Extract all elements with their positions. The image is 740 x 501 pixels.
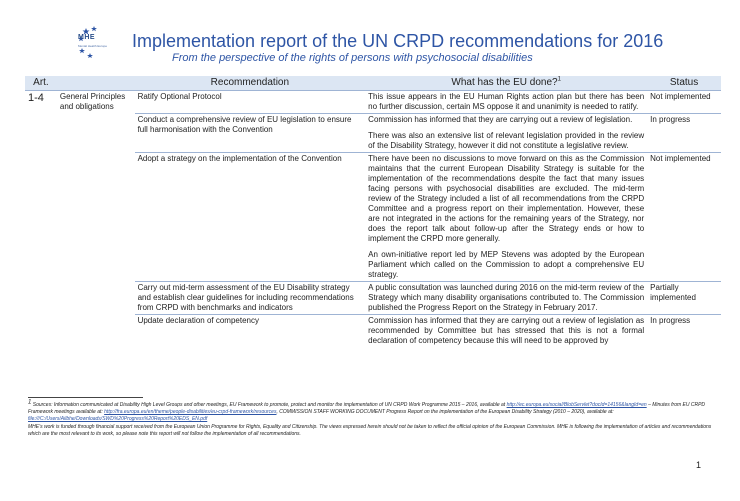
eu-done-paragraph: There was also an extensive list of relevant legislation provided in the review of the Disability Strategy, however it did not constitute a legislative review. bbox=[368, 131, 645, 150]
footnote-funding-text: MHE's work is funded through financial support received from the European Union Programme for Rights, Equality and Citizenship. The views expressed herein should not be taken to reflect the official opinion of the European Commission. MHE is following the implementation of articles and recommendations which are the most relevant to its work, so please note this report will not follow the implementation of all recommendations. bbox=[28, 423, 712, 437]
eu-done-cell bbox=[365, 153, 647, 282]
eu-done-paragraph: A public consultation was launched during 2016 on the mid-term review of the Strategy which many disability organisations contributed to. The Commission published the Progress Report on the Strategy in February 2017. bbox=[368, 283, 645, 312]
footnote-sources-text: Sources: Information communicated at Disability High Level Groups and other meetings, EU Framework to promote, protect and monitor the implementation of UN CRPD Work Programme 2015 – 2016, available at bbox=[32, 402, 506, 408]
footnote-link-fra[interactable]: http://fra.europa.eu/en/theme/people-disabilities/eu-crpd-framework/resources bbox=[104, 409, 277, 416]
status-cell: Not implemented bbox=[647, 153, 721, 282]
eu-done-paragraph: Commission has informed that they are carrying out a review of legislation as recommended by Committee but has stressed that this is not a formal declaration of competency because this will need to be approved by bbox=[368, 316, 645, 345]
eu-done-cell bbox=[365, 91, 647, 114]
column-header-eu-done-label: What has the EU done? bbox=[451, 77, 558, 88]
eu-done-paragraph: An own-initiative report led by MEP Stevens was adopted by the European Parliament which called on the Commission to adopt a comprehensive EU strategy. bbox=[368, 250, 645, 279]
table-row bbox=[25, 153, 721, 282]
recommendation-cell: Adopt a strategy on the implementation of the Convention bbox=[135, 153, 366, 282]
status-cell: Partially implemented bbox=[647, 282, 721, 315]
footnote-divider bbox=[28, 397, 143, 398]
eu-done-paragraph: This issue appears in the EU Human Rights action plan but there has been no further discussion, certain MS oppose it and unanimity is needed to ratify. bbox=[368, 92, 645, 111]
topic-cell: General Principles and obligations bbox=[57, 91, 135, 114]
column-header-recommendation: Recommendation bbox=[135, 76, 366, 91]
table-row bbox=[25, 114, 721, 153]
eu-done-cell bbox=[365, 114, 647, 153]
eu-done-paragraph: Commission has informed that they are carrying out a review of legislation. bbox=[368, 115, 633, 124]
footnotes bbox=[28, 399, 718, 438]
logo-subtext: Mental Health Europe bbox=[78, 44, 108, 48]
footnote-ref: 1 bbox=[557, 76, 561, 83]
status-cell: In progress bbox=[647, 114, 721, 153]
footnote-sources-text-mid: – Minutes from EU CRPD Framework meetings available at: bbox=[28, 402, 706, 416]
table-row bbox=[25, 91, 721, 114]
article-cell: 1-4 bbox=[25, 91, 57, 114]
eu-done-paragraph: There have been no discussions to move forward on this as the Commission maintains that the current European Disability Strategy is suitable for the implementation of the recommendations despite the fact that many issues facing persons with psychosocial disabilities are excluded. The mid-term review of the Strategy included a list of all recommendations from the CRPD Committee and a progress report on their implementation. However, these are not integrated in the actions for the remaining years of the Strategy, nor does the report talk about follow-up after the Strategy ends or how to implement the CRPD more generally. bbox=[368, 154, 645, 243]
column-header-eu-done bbox=[365, 76, 647, 91]
eu-done-cell bbox=[365, 282, 647, 315]
page-title: Implementation report of the UN CRPD recommendations for 2016 bbox=[132, 31, 664, 51]
recommendation-cell: Carry out mid-term assessment of the EU Disability strategy and establish clear guidelines for including recommendations from CRPD with benchmarks and indicators bbox=[135, 282, 366, 315]
eu-done-cell bbox=[365, 315, 647, 348]
table-header-row bbox=[25, 76, 721, 91]
page-number: 1 bbox=[696, 460, 702, 470]
recommendation-cell: Conduct a comprehensive review of EU legislation to ensure full harmonisation with the Convention bbox=[135, 114, 366, 153]
footnote-marker: 1 bbox=[28, 399, 32, 406]
recommendation-cell: Update declaration of competency bbox=[135, 315, 366, 348]
column-header-status: Status bbox=[647, 76, 721, 91]
recommendations-table bbox=[25, 76, 721, 347]
status-cell: In progress bbox=[647, 315, 721, 348]
footnote-link-file[interactable]: file:///C:/Users/Ailbhe/Downloads/SWD%20Progress%20Report%20EDS_EN.pdf bbox=[28, 416, 208, 423]
mhe-logo-icon bbox=[76, 24, 120, 58]
table-row bbox=[25, 282, 721, 315]
table-row bbox=[25, 315, 721, 348]
logo-wordmark: MHE bbox=[78, 34, 96, 41]
column-header-topic bbox=[57, 76, 135, 91]
page-subtitle: From the perspective of the rights of persons with psychosocial disabilities bbox=[172, 52, 533, 64]
status-cell: Not implemented bbox=[647, 91, 721, 114]
footnote-link-ec[interactable]: http://ec.europa.eu/social/BlobServlet?docId=14156&langId=en bbox=[506, 402, 647, 408]
recommendation-cell: Ratify Optional Protocol bbox=[135, 91, 366, 114]
column-header-art: Art. bbox=[25, 76, 57, 91]
footnote-sources-text-mid2: , COMMISSION STAFF WORKING DOCUMENT Progress Report on the implementation of the European Disability Strategy (2010 – 2020), available at: bbox=[276, 409, 614, 416]
page-header bbox=[0, 0, 740, 72]
